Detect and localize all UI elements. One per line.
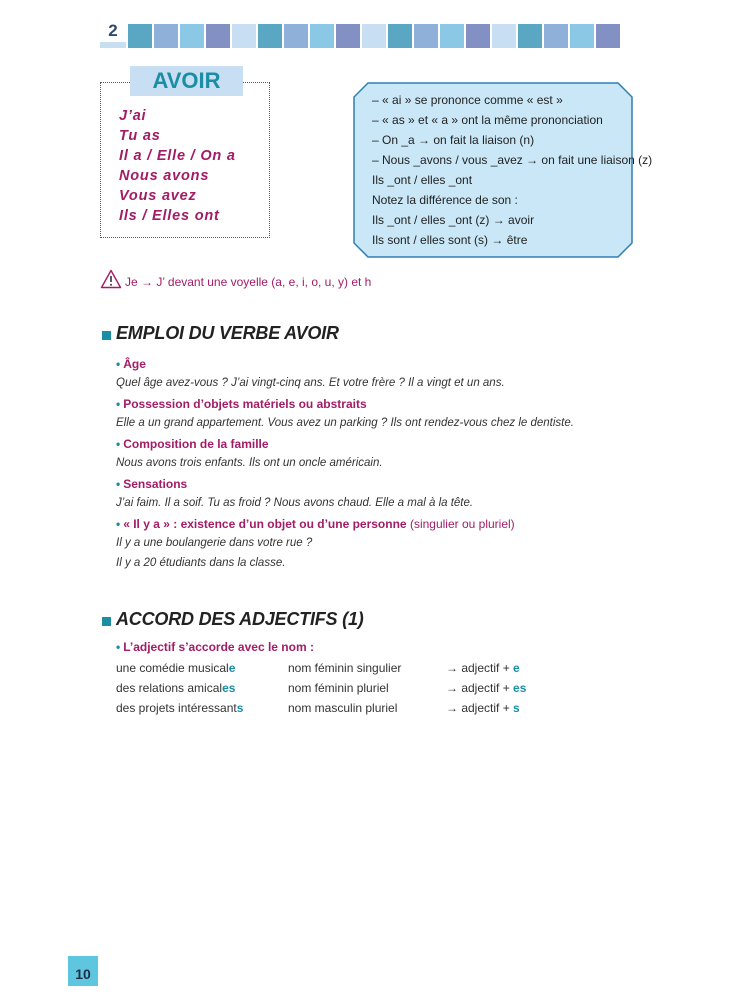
accord-label: • L’adjectif s’accorde avec le nom :	[116, 640, 314, 654]
strip-square	[362, 24, 386, 48]
usage-example: Il y a une boulangerie dans votre rue ?	[116, 537, 313, 549]
usage-example: Elle a un grand appartement. Vous avez un parking ? Ils ont rendez-vous chez le dentiste.	[116, 417, 574, 429]
strip-square	[388, 24, 412, 48]
accord-example: une comédie musicale	[116, 661, 236, 675]
usage-label: • Composition de la famille	[116, 437, 269, 451]
accord-rule: → adjectif + es	[446, 681, 527, 695]
strip-square	[544, 24, 568, 48]
strip-square	[154, 24, 178, 48]
accord-example: des relations amicales	[116, 681, 236, 695]
strip-square	[128, 24, 152, 48]
strip-square	[492, 24, 516, 48]
header-color-strip	[128, 24, 622, 48]
note-line: – « as » et « a » ont la même prononciation	[372, 113, 603, 127]
strip-square	[414, 24, 438, 48]
usage-label: • Possession d’objets matériels ou abstraits	[116, 397, 367, 411]
strip-square	[206, 24, 230, 48]
accord-example: des projets intéressants	[116, 701, 244, 715]
strip-square	[310, 24, 334, 48]
accord-rule: → adjectif + e	[446, 661, 520, 675]
conjugation-form: Nous avons	[119, 168, 210, 184]
strip-square	[336, 24, 360, 48]
usage-label: • Âge	[116, 357, 146, 371]
conjugation-form: Ils / Elles ont	[119, 208, 220, 224]
strip-square	[258, 24, 282, 48]
strip-square	[440, 24, 464, 48]
note-line: – « ai » se prononce comme « est »	[372, 93, 563, 107]
note-line: Notez la différence de son :	[372, 193, 518, 207]
strip-square	[232, 24, 256, 48]
conjugation-form: Vous avez	[119, 188, 197, 204]
strip-square	[284, 24, 308, 48]
chapter-number: 2	[108, 21, 118, 40]
note-line: – On _a → on fait la liaison (n)	[372, 133, 535, 147]
accord-gender: nom féminin pluriel	[288, 681, 389, 695]
usage-example: Il y a 20 étudiants dans la classe.	[116, 557, 286, 569]
section-bullet	[102, 331, 111, 340]
conjugation-form: Tu as	[119, 128, 161, 144]
warning-triangle-icon	[100, 269, 122, 289]
accord-gender: nom masculin pluriel	[288, 701, 398, 715]
section-title-emploi: EMPLOI DU VERBE AVOIR	[116, 323, 339, 343]
section-bullet	[102, 617, 111, 626]
page-number: 10	[68, 956, 98, 986]
note-line: Ils _ont / elles _ont	[372, 173, 473, 187]
strip-square	[518, 24, 542, 48]
usage-example: Nous avons trois enfants. Ils ont un oncle américain.	[116, 457, 383, 469]
strip-square	[466, 24, 490, 48]
usage-label: • « Il y a » : existence d’un objet ou d’une personne (singulier ou pluriel)	[116, 517, 515, 531]
conjugation-title: AVOIR	[130, 66, 243, 96]
usage-label: • Sensations	[116, 477, 188, 491]
strip-square	[596, 24, 620, 48]
note-line: Ils sont / elles sont (s) → être	[372, 233, 528, 247]
usage-example: J’ai faim. Il a soif. Tu as froid ? Nous avons chaud. Elle a mal à la tête.	[116, 497, 474, 509]
accord-rule: → adjectif + s	[446, 701, 520, 715]
accord-gender: nom féminin singulier	[288, 661, 402, 675]
section-title-accord: ACCORD DES ADJECTIFS (1)	[116, 609, 364, 629]
note-line: – Nous _avons / vous _avez → on fait une liaison (z)	[372, 153, 653, 167]
usage-label-note: (singulier ou pluriel)	[409, 517, 515, 531]
pronunciation-note	[372, 90, 652, 250]
conjugation-form: Il a / Elle / On a	[119, 148, 236, 164]
conjugation-list	[119, 106, 236, 226]
conjugation-form: J’ai	[119, 108, 147, 124]
strip-square	[570, 24, 594, 48]
warning-text: Je → J’ devant une voyelle (a, e, i, o, u, y) et h	[125, 275, 372, 289]
strip-square	[180, 24, 204, 48]
usage-example: Quel âge avez-vous ? J’ai vingt-cinq ans. Et votre frère ? Il a vingt et un ans.	[116, 377, 505, 389]
note-line: Ils _ont / elles _ont (z) → avoir	[372, 213, 535, 227]
